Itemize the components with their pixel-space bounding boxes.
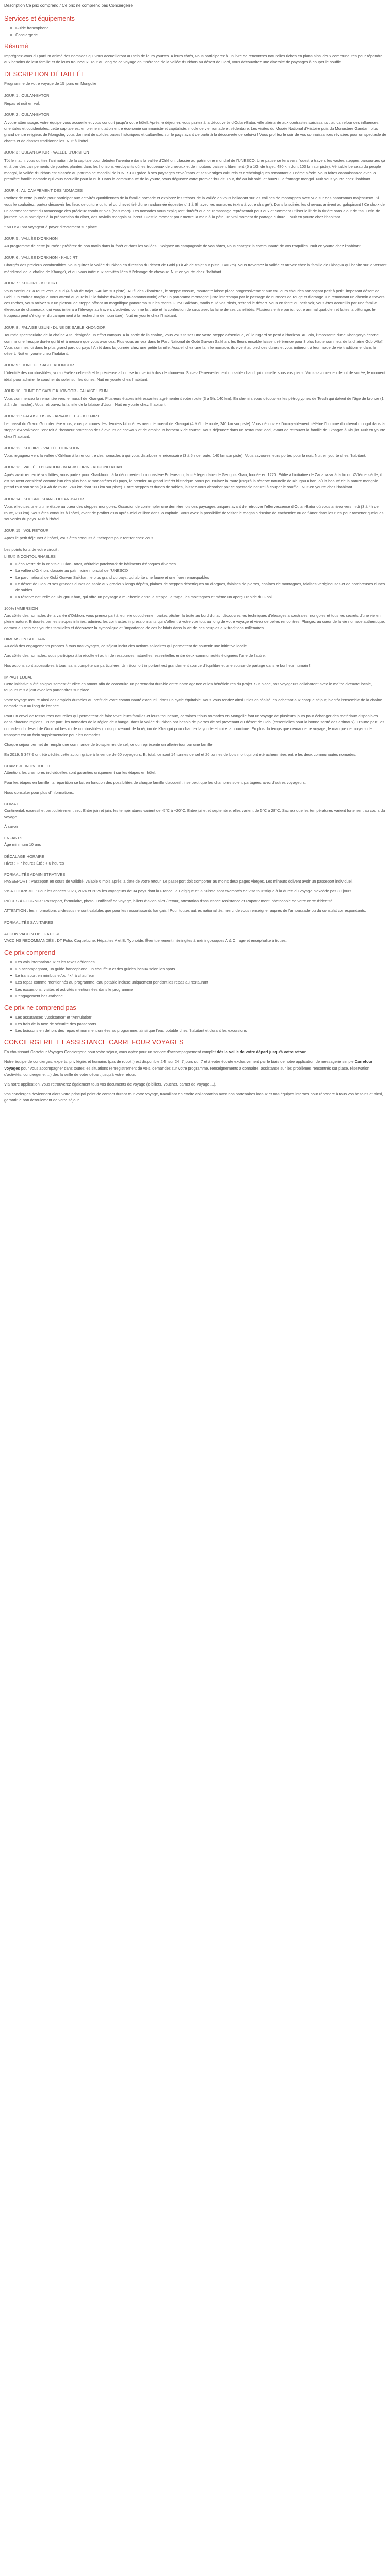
dimension-text: Au-delà des engagements propres à tous nos voyages, ce séjour inclut des actions solidaires qui permettent de soutenir une initiative locale. <box>4 643 248 649</box>
day-label: JOUR 8 : FALAISE USUN - DUNE DE SABLE KHONGOR <box>4 325 106 330</box>
day-text: Au programme de cette journée : préférez de bon matin dans la forêt et dans les vallées ! Soignez un campagnole de vos hôtes, vous chargez la communauté de vos traquilles. Nuit en yourte chez l'habitant. <box>4 244 362 249</box>
conciergerie-text-suffix: . <box>305 1049 307 1055</box>
day-note: * 50 USD par voyageur à payer directement sur place. <box>4 224 99 229</box>
highlights-label: LIEUX INCONTOURNABLES <box>4 554 56 559</box>
climat-label: CLIMAT <box>4 801 19 806</box>
day-label: JOUR 2 : OULAN-BATOR <box>4 112 50 117</box>
day-label: JOUR 5 : VALLÉE D'ORKHON <box>4 236 58 241</box>
decalage-text: Hiver : + 7 heures Été : + 6 heures <box>4 860 64 866</box>
day-label: JOUR 9 : DUNE DE SABLE KHONGOR <box>4 363 74 368</box>
conciergerie-text: Via notre application, vous retrouverez également tous vos documents de voyage (e-billets, voucher, carnet de voyage ...). <box>4 1081 216 1087</box>
comprend-item: L'engagement bas carbone <box>15 993 387 999</box>
day-label: JOUR 14 : KHUGNU KHAN - OULAN-BATOR <box>4 496 84 501</box>
day-label: JOUR 4 : AU CAMPEMENT DES NOMADES <box>4 188 83 193</box>
program-intro: Programme de votre voyage de 15 jours en Mongolie <box>4 81 96 87</box>
services-title: Services et équipements <box>4 14 75 22</box>
conciergerie-text: Vos concierges deviennent alors votre principal point de contact durant tout votre voyage, travaillant en étroite collaboration avec nos partenaires locaux et nos équipes internes pour répondre à tous vos besoins et ainsi, garantir le bon déroulement de votre séjour. <box>4 1091 383 1103</box>
day-text: Le massif du Grand Gobi derrière vous, vous parcourez les derniers kilomètres avant le massif de Khangaï (4 à 6h de route, 240 km sur piste). Vous découvrez l'incroyablement célèbre l'homme du cheval mongol dans la steppe d'Arvaikheer, l'endroit à l'honneur protection des éleveurs de chevaux et de ambitieux herbeaux de course. Vous déjeunez dans un restaurant local, avant de retrouver la famille de Lkhagva à Khujirt. Nuit en yourte chez l'habitant. <box>4 421 385 439</box>
highlights-list <box>4 561 387 601</box>
decalage-label: DÉCALAGE HORAIRE <box>4 854 45 859</box>
comprend-item: Les excursions, visites et activités mentionnées dans le programme <box>15 987 387 993</box>
comprend-list <box>4 959 387 999</box>
impact-text: Cette initiative a été soigneusement étudiée en amont afin de construire un partenariat durable entre notre agence et les bénéficiaires du projet. Sur place, nos voyageurs collaborent avec le maître d'œuvre locale, toujours mis à jour avec les partenaires sur place. <box>4 681 372 692</box>
ne-comprend-item: Les assurances "Assistance" et "Annulation" <box>15 1014 387 1021</box>
highlight-item: Le parc national de Gobi Gurvan Saikhan, le plus grand du pays, qui abrite une faune et une flore remarquables <box>15 574 387 581</box>
resume-title: Résumé <box>4 43 28 50</box>
service-item: Guide francophone <box>15 25 387 31</box>
day-label: JOUR 10 : DUNE DE SABLE KHONGOR - FALAISE USUN <box>4 388 108 393</box>
impact-text: Votre voyage assure ainsi des emplois durables au profit de votre communauté d'accueil, dans un cycle équitable. Vous vous rendez ainsi utiles en réalité, en achetant aux chaque séjour, bientôt l'ensemble de la chaîne nomade tout au long de l'année. <box>4 698 382 709</box>
day-label: JOUR 7 : KHUJIRT - KHUJIRT <box>4 280 58 285</box>
conciergerie-text <box>4 1059 387 1077</box>
day-text: A votre atterrissage, votre équipe vous accueille et vous conduit jusqu'à votre hôtel. Après le déjeuner, vous partez à la découverte d'Oulan-Bator, ville aliénante aux contrastes saisissants : au carrefour des influences orientales et occidentales, cette capitale est en pleine mutation entre économie communiste et capitaliste, mode de vie nomade et sédentaire. Les visites du Musée National d'Histoire puis du Monastère Gandan, plus grand centre religieux de Mongolie, vous donnent de solides bases historiques et culturelles sur le pays avant de partir à la découverte de celui-ci ! Vous profitez le soir de vos connaissances révisées pour un spectacle de chants et de danses traditionnelles. Nuit à l'hôtel. <box>4 120 386 144</box>
breadcrumb: Description Ce prix comprend / Ce prix ne comprend pas Conciergerie <box>4 3 133 8</box>
dimension-text: Aux côtés des nomades, vous participez à la récolte et au tri de ressources naturelles, essentielles entre deux communautés éloignées l'une de l'autre. <box>4 653 266 658</box>
resume-text: Imprégnez-vous du parfum animé des nomades qui vous accueilleront au sein de leurs yourtes. A leurs côtés, vous participerez à un livre de rencontres naturelles riches en plans ainsi deux communautés pour répandre aux besoins de leur famille et de leurs troupeaux. Tout au long de ce voyage en itinérance de la vallée d'Orkhon au désert de Gobi, vous découvrirez une diversité de paysages à couper le souffle ! <box>4 54 383 65</box>
page <box>0 0 391 1120</box>
highlight-item: La vallée d'Orkhon, classée au patrimoine mondial de l'UNESCO <box>15 568 387 574</box>
formalites-text: PIÈCES À FOURNIR : Passeport, formulaire, photo, justificatif de voyage, billets d'avion aller / retour, attestation d'assurance Assistance et Rapatriement, photocopie de votre carte d'identité. <box>4 899 334 904</box>
day-text: L'identité des combustibles, vous révélez celles-là et la précieuse ail qui se trouve ici à dos de chameau. Suivez l'émerveillement du sable chaud qui ruisselle sous vos pieds. Vous savourez en début de soirée, le moment idéal pour admirer le coucher du soleil sur les dunes. Nuit en yourte chez l'habitant. <box>4 370 386 382</box>
service-item: Conciergerie <box>15 32 387 38</box>
ne-comprend-list <box>4 1014 387 1034</box>
chambre-label: CHAMBRE INDIVIDUELLE <box>4 764 52 769</box>
comprend-item: Les vols internationaux et les taxes aériennes <box>15 959 387 965</box>
formalites-text: PASSEPORT : Passeport en cours de validité, valable 6 mois après la date de votre retour. Le passeport doit comporter au moins deux pages vierges. Les mineurs doivent avoir un passeport individuel. <box>4 879 353 884</box>
highlights-intro: Les points forts de votre circuit : <box>4 547 60 552</box>
formalites-text: VISA TOURISME : Pour les années 2023, 2024 et 2025 les voyageurs de 34 pays dont la France, la Belgique et la Suisse sont exemptés de visa touristique à la durée du voyage n'excède pas 30 jours. <box>4 889 353 894</box>
highlight-item: La réserve naturelle de Khugnu Khan, qui offre un paysage à mi-chemin entre la steppe, la taïga, les montagnes et même un aperçu rapide du Gobi <box>15 594 387 600</box>
comprend-item: Le transport en minibus et/ou 4x4 à chauffeur <box>15 973 387 979</box>
day-label: JOUR 6 : VALLÉE D'ORKHON - KHUJIRT <box>4 255 78 260</box>
services-list <box>4 25 387 38</box>
day-text: Profitez de cette journée pour participer aux activités quotidiennes de la famille nomade et explorez les trésors de la vallée en vous balladant sur les collines de montagnes avec vue sur des panoramas majestueux. Si vous le souhaitez, partez découvrir les lieux de culture culturel du chevet tiré d'une randonnée équestre d' 1 à 3h avec les nomades (extra à votre charge*). Dans la soirée, les chevaux arrivent au galopinant ! Ce choix de un commencement du ramassage des précieux combustibles (bois mort). Les nomades vous expliquent l'intérêt que ce ramassage représentait pour eux et comment utiliser le lit de la rivière sans ajout de tas. Enfin de journée, vous participez à la préparation du dîner, des raviolis mongols au bœuf. C'est le moment pour mettre la main à la pâte, un vrai moment de partage culturel ! Nuit en yourte chez l'habitant. <box>4 196 385 219</box>
comprend-item: Les repas comme mentionnés au programme, eau potable incluse uniquement pendant les repas au restaurant <box>15 979 387 986</box>
conciergerie-text-prefix: Notre équipe de concierges, experts, privilégiés et humains (pas de robot !) est disponible 24h sur 24, 7 jours sur 7 et à votre écoute exclusivement par le biais de notre application de messagerie simple <box>4 1059 355 1064</box>
impact-label: IMPACT LOCAL <box>4 674 32 680</box>
dimension-text: Nos actions sont accessibles à tous, sans compétence particulière. Un réconfort important est grandement source d'équilibre et une source de partage dans le bonheur humain ! <box>4 663 311 668</box>
day-label: JOUR 1 : OULAN-BATOR <box>4 93 50 98</box>
ne-comprend-item: Les boissons en dehors des repas et non mentionnées au programme, ainsi que l'eau potable chez l'habitant et durant les excursions <box>15 1028 387 1034</box>
highlight-item: Le désert de Gobi et ses grandes dunes de sable aux gracieux longs dépôts, plaines de steppes désertiques ou d'orgues, falaises de pierres, chaînes de montagnes, falaises vertigineuses et de nombreuses dunes de sables <box>15 581 387 594</box>
climat-text: Continental, excessif et particulièrement sec. Entre juin et juin, les températures varient de -5°C à +20°C. Entre juillet et septembre, elles varient de 5°C à 28°C. Sachez que les températures varient fortement au cours du voyage. <box>4 808 385 820</box>
dimension-label: DIMENSION SOLIDAIRE <box>4 637 48 642</box>
vaccin-text: VACCINS RECOMMANDÉS : DT Polio, Coqueluche, Hépatites A et B, Typhoïde, Éventuellement méningites à méningocoques A & C, rage et encéphalite à tiques. <box>4 938 287 943</box>
ne-comprend-title: Ce prix ne comprend pas <box>4 1004 76 1011</box>
day-text: Après le petit déjeuner à l'hôtel, vous êtes conduits à l'aéroport pour rentrer chez vous. <box>4 536 155 541</box>
day-text: Vous regagnez vers la vallée d'Orkhon à la rencontre des nomades à qui vous distribuez le nécessaire (3 à 5h de route, 140 km sur piste). Vous savourez leurs portes pour la nuit. Nuit en yourte chez l'habitant. <box>4 453 366 458</box>
immersion-text: Aux côtés des nomades de la vallée d'Orkhon, vous prenez part à leur vie quotidienne ; partez pêcher la truite au bord du lac, découvrez les techniques d'élevages ancestrales mongoles et tous les secrets d'une vie en pleine nature. Entourés par les steppes infinies, admirez les contrastes impressionnants qui s'offrent à votre vue tout au long de votre voyage et vivez de belles rencontres. Plongez au cœur de la vie nomade authentique, dormez au sein des yourtes familiales et découvrez la symbolique et l'importance de ces habitats dans la vie de ces peuples aux traditions millénaires. <box>4 613 385 630</box>
impact-text: Pour un envoi de ressources naturelles qui permettent de faire vivre leurs familles et leurs troupeaux, certaines tribus nomades en Mongolie font un voyage de plusieurs jours pour échanger des matériaux disponibles dans chacune régions. D'une part, les nomades de la région de Khangaï dans la vallée d'Orkhon ont besoin de pierres de sel provenant du désert de Gobi (essentielles pour la bonne santé des animaux). D'autre part, les nomades du désert de Gobi ont besoin de combustibles (bois) provenant de la région de Khangaï pour chauffer la yourte et cuire la nourriture. En plus du temps que demande ce voyage, le manque de moyens de transport est un frein supplémentaire pour les nomades. <box>4 714 385 737</box>
day-label: JOUR 11 : FALAISE USUN - ARVAIKHEER - KHUJIRT <box>4 414 100 419</box>
day-list <box>4 93 387 542</box>
conciergerie-text-suffix: pour vous accompagner dans toutes les situations (enregistrement de vols, demandes sur votre programme, renseignements à connaitre, assistance sur les problèmes rencontrés sur place, réservation d'activités, conciergerie, ...) dès la veille de votre départ jusqu'à votre retour. <box>4 1065 370 1077</box>
day-label: JOUR 12 : KHUJIRT - VALLÉE D'ORKHON <box>4 445 80 450</box>
chambre-text: Nous consulter pour plus d'informations. <box>4 790 74 795</box>
highlight-item: Découverte de la capitale Oulan-Bator, véritable patchwork de bâtiments d'époques diverses <box>15 561 387 567</box>
formalites-label: FORMALITÉS ADMINISTRATIVES <box>4 872 66 877</box>
enfants-text: Âge minimum 10 ans <box>4 842 41 848</box>
sanitaires-label: FORMALITÉS SANITAIRES <box>4 920 54 925</box>
enfants-label: ENFANTS <box>4 836 23 841</box>
conciergerie-text <box>4 1049 387 1055</box>
comprend-item: Un accompagnant, un guide francophone, un chauffeur et des guides locaux selon les spots <box>15 966 387 972</box>
day-label: JOUR 3 : OULAN-BATOR - VALLÉE D'ORKHON <box>4 150 89 155</box>
climat-text: À savoir : <box>4 824 21 829</box>
formalites-text: ATTENTION : les informations ci-dessus ne sont valables que pour les ressortissants français ! Pour toutes autres nationalités, merci de vous renseigner auprès de l'ambassade ou du consulat correspondants. <box>4 908 366 913</box>
chambre-text: Pour les étapes en famille, la répartition se fait en fonction des possibilités de chaque famille d'accueil ; il se peut que les chambres soient partagées avec d'autres voyageurs. <box>4 780 306 785</box>
impact-text: En 2019, 5 347 € ont été dédiés cette action grâce à la venue de 60 voyageurs. Et total, ce sont 14 tonnes de sel et 26 tonnes de bois mort qui ont été acheminées entre les deux communautés nomades. <box>4 752 357 757</box>
conciergerie-title: CONCIERGERIE ET ASSISTANCE CARREFOUR VOYAGES <box>4 1039 184 1046</box>
chambre-text: Attention, les chambres individuelles sont garanties uniquement sur les étapes en hôtel. <box>4 770 157 775</box>
day-text: Chargés des précieux combustibles, vous quittez la vallée d'Orkhon en direction du désert de Gobi (3 à 4h de trajet sur piste, 140 km). Vous traversez la vallée et arrivez chez la famille de Lkhagva qui habite sur le versant méridional de la chaîne de Khangaï, et qui vous initie aux activités liées à l'élevage de chevaux. Nuit en yourte chez l'habitant. <box>4 263 387 274</box>
conciergerie-highlight: dès la veille de votre départ jusqu'à votre retour <box>217 1049 306 1055</box>
day-text: Vous commencez la remontée vers le massif de Khangaï. Plusieurs étapes intéressantes agrémentent votre route (3 à 5h, 140 km). En chemin, vous découvrez les pétroglyphes de Tevsh qui datent de l'âge de bronze (1 à 2h de marche). Vous retrouvez la famille de la falaise d'Usun. Nuit en yourte chez l'habitant. <box>4 396 384 407</box>
description-title: DESCRIPTION DÉTAILLÉE <box>4 71 86 78</box>
day-label: JOUR 13 : VALLÉE D'ORKHON - KHARKHORIN - KHUGNU KHAN <box>4 464 122 469</box>
day-label: JOUR 15 : VOL RETOUR <box>4 528 49 533</box>
day-text: Repas et nuit en vol. <box>4 100 40 106</box>
immersion-label: 100% IMMERSION <box>4 606 38 611</box>
day-text: Vous continuez la route vers le sud (4 à 6h de trajet, 240 km sur piste). Au fil des kilomètres, le steppe cossue, mourante laisse place progressivement aux couleurs chaudes annonçant petit à petit l'imposant désert de Gobi. Un endroit magique vous attend aujourd'hui : la falaise d'Alash (Onjaamnnorovnio) offre un panorama montagne juste interrompu par le passage de nuances de rouge et d'orange. En remontant un chemin à travers ces roches, vous arrivez sur un plateau de steppe offrant un magnifique panorama sur les monts Gurvt Saikhan, tandis qu'à vos pieds, s'étend le désert. Vous en fonte du petit soir, vous êtes accueillis par une famille éleveuse de chameaux, qui vous initiera à l'élevage au travers d'activités comme la traite et la confection de sacs avec la laine de ses camélidés. Plusieurs entre par ici: votre animal quotidien et faites la pâturage, le troupeau peut s'éloigner du campement à la recherche de nourriture). Nuit en yourte chez l'habitant. <box>4 288 385 318</box>
day-text: Après avoir remercié vos hôtes, vous partez pour Kharkhorin, à la découverte du monastère Erdenezuu, la cité légendaire de Genghis Khan, fondée en 1220. Édifié à l'initiative de Zanabazar à la fin du XVIème siècle, il est souvent considéré comme l'un des plus beaux monastères du pays, le premier au grand intérêt historique. Vous poursuivez la route jusqu'à la réserve naturelle de Khugnu Khan, où la beauté de la nature mongole prend tout son sens (3 à 4h de route, 240 km dont 100 km sur piste). Entre steppes et dunes de sables, laissez-vous absorber par ce spectacle naturel à couper le souffle ! Nuit en yourte chez l'habitant. <box>4 472 382 490</box>
day-text: Tôt le matin, vous quittez l'animation de la capitale pour débuter l'aventure dans la vallée d'Orkhon, classée au patrimoine mondial de l'UNESCO. Une pause se fera vers l'ouest à travers les vastes steppes parcourues çà et là par des campements de yourtes plantés dans les horizons verdoyants où les troupeaux de chevaux et de moutons paissent librement (6 à 10h de trajet, 480 km dont 100 km sur piste). Véritable berceau du peuple mongol, la vallée d'Orkhon est classée au patrimoine mondial de l'UNESCO grâce à ses paysages envoûtants et ses vestiges culturels et archéologiques remontant au 6ème siècle. Vous faites connaissance avec la première famille nomade qui vous accueille pour la nuit. Dans la communauté de la yourte, vous dégustez votre premier 'buuds' Tout, thé au lait salé, et buuzui, la fromage mongol. Nuit sous yourte chez l'habitant. <box>4 158 385 182</box>
conciergerie-highlight: Carrefour Voyages <box>4 1059 373 1071</box>
conciergerie-text-prefix: En choisissant Carrefour Voyages Conciergerie pour votre séjour, vous optez pour un service d'accompagnement complet <box>4 1049 217 1055</box>
vaccin-label: AUCUN VACCIN OBLIGATOIRE <box>4 931 61 936</box>
comprend-title: Ce prix comprend <box>4 948 55 956</box>
ne-comprend-item: Les frais de la taxe de sécurité des passeports <box>15 1021 387 1027</box>
impact-text: Chaque séjour permet de remplir une commande de bois/pierres de sel, ce qui représente un aller/retour par une famille. <box>4 742 214 747</box>
day-text: Vous effectuez une ultime étape au cœur des steppes mongoles. Occasion de contempler une dernière fois ces paysages uniques avant de retrouver l'effervescence d'Oulan-Bator où vous arrivez vers midi (3 à 4h de route, 280 km). Vous êtes conduits à l'hôtel, avant de profiter d'un après-midi et libre dans la capitale. Vous avez la possibilité de visiter le magasin d'usine de cachemire ou de flâner dans les rues pour ramener quelques souvenirs du pays. Nuit à l'hôtel. <box>4 504 384 521</box>
day-text: Tournée spectaculaire de la chaîne Altaï désignée un effort campus. A la sortie de la chaîne, vous vous taisez une vaste steppe désertique, où le rugard se perd à l'horizon. Au loin, l'imposante dune Khongoryn écorne comme une fresque dorée qui lit et à mesure que vous avancez. Plus vous arrivez dans le Parc National de Gobi Gurvan Saikhan, les fleurs ensable laissent référence pour 3 plus haute sommets de la chaîne Gobi Altaï. Vous sommes ici dans le plus grand parc du pays ! Arrêt dans la journée chez une petite famille. Accueil chez une famille nomade, ils vivent au pied des dunes et vous initieront à leur mode de vie traditionnel dans le désert. Nuit en yourte chez l'habitant. <box>4 332 384 357</box>
